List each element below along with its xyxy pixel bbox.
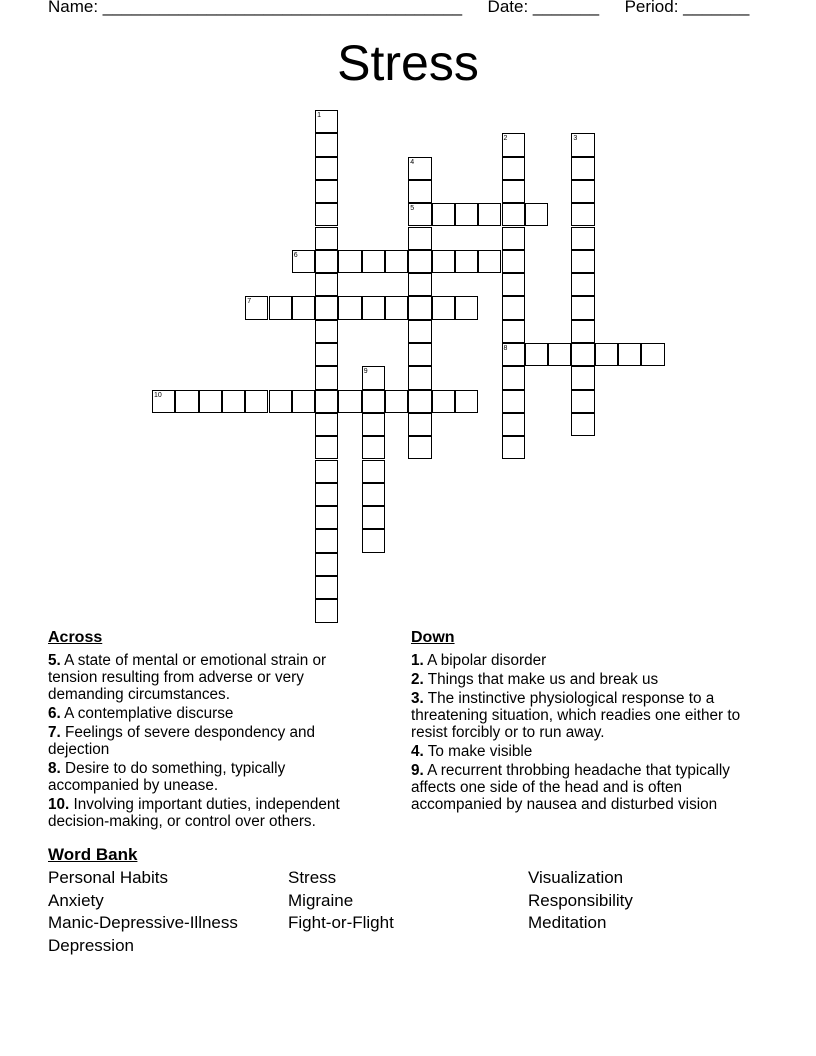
clue-text: A bipolar disorder	[423, 652, 547, 669]
crossword-cell[interactable]	[502, 133, 525, 156]
crossword-cell[interactable]	[455, 250, 478, 273]
down-clue	[411, 743, 756, 760]
crossword-cell[interactable]	[502, 180, 525, 203]
crossword-cell[interactable]	[152, 390, 175, 413]
crossword-cell[interactable]	[315, 553, 338, 576]
crossword-cell[interactable]	[338, 296, 361, 319]
crossword-cell[interactable]	[408, 203, 431, 226]
crossword-cell[interactable]	[618, 343, 641, 366]
word-bank-item: Visualization	[528, 868, 624, 887]
crossword-cell[interactable]	[315, 250, 338, 273]
down-clue	[411, 671, 756, 688]
crossword-cell[interactable]	[362, 529, 385, 552]
crossword-cell[interactable]	[641, 343, 664, 366]
word-bank-item: Responsibility	[528, 891, 633, 910]
clue-text: Feelings of severe despondency and dejection	[48, 724, 316, 758]
clue-number: 5	[410, 205, 415, 213]
clue-text: A state of mental or emotional strain or tension resulting from adverse or very demanding circumstances.	[48, 652, 327, 703]
crossword-cell[interactable]	[571, 413, 594, 436]
crossword-cell[interactable]	[502, 413, 525, 436]
crossword-cell[interactable]	[571, 203, 594, 226]
crossword-cell[interactable]	[502, 296, 525, 319]
crossword-cell[interactable]	[315, 110, 338, 133]
crossword-cell[interactable]	[338, 250, 361, 273]
crossword-cell[interactable]	[362, 506, 385, 529]
crossword-cell[interactable]	[408, 343, 431, 366]
crossword-cell[interactable]	[455, 296, 478, 319]
crossword-cell[interactable]	[362, 436, 385, 459]
word-bank-heading: Word Bank	[48, 845, 138, 864]
crossword-cell[interactable]	[315, 436, 338, 459]
crossword-cell[interactable]	[571, 133, 594, 156]
clue-number-label: 7.	[48, 724, 61, 741]
page-title: Stress	[337, 35, 479, 91]
crossword-cell[interactable]	[245, 390, 268, 413]
down-clue	[411, 690, 756, 741]
down-clue	[411, 652, 756, 669]
clue-text: A recurrent throbbing headache that typically affects one side of the head and is often accompanied by nausea and disturbed vision	[411, 762, 730, 813]
crossword-cell[interactable]	[408, 180, 431, 203]
crossword-cell[interactable]	[478, 250, 501, 273]
across-clue	[48, 796, 378, 830]
crossword-cell[interactable]	[408, 273, 431, 296]
crossword-cell[interactable]	[315, 273, 338, 296]
down-clue-list	[411, 652, 756, 815]
crossword-cell[interactable]	[408, 436, 431, 459]
clue-text: Desire to do something, typically accompanied by unease.	[48, 760, 286, 794]
crossword-cell[interactable]	[362, 366, 385, 389]
across-clue	[48, 760, 378, 794]
crossword-cell[interactable]	[571, 343, 594, 366]
crossword-cell[interactable]	[362, 250, 385, 273]
crossword-cell[interactable]	[432, 250, 455, 273]
clue-number-label: 8.	[48, 760, 61, 777]
crossword-cell[interactable]	[502, 203, 525, 226]
name-field[interactable]: Name: ______________________________________	[48, 0, 463, 16]
across-heading: Across	[48, 629, 103, 646]
clue-number: 4	[410, 158, 415, 166]
crossword-cell[interactable]	[455, 203, 478, 226]
crossword-cell[interactable]	[571, 320, 594, 343]
word-bank-item: Personal Habits	[48, 868, 169, 887]
crossword-cell[interactable]	[408, 413, 431, 436]
clue-number-label: 9.	[411, 762, 424, 779]
crossword-cell[interactable]	[502, 250, 525, 273]
across-clue-list	[48, 652, 378, 832]
crossword-cell[interactable]	[292, 390, 315, 413]
crossword-cell[interactable]	[315, 390, 338, 413]
crossword-cell[interactable]	[408, 250, 431, 273]
crossword-cell[interactable]	[571, 157, 594, 180]
clue-number: 1	[317, 112, 321, 119]
crossword-cell[interactable]	[315, 366, 338, 389]
crossword-cell[interactable]	[502, 343, 525, 366]
crossword-cell[interactable]	[571, 250, 594, 273]
crossword-cell[interactable]	[315, 203, 338, 226]
crossword-cell[interactable]	[315, 133, 338, 156]
clue-text: To make visible	[423, 743, 533, 760]
crossword-cell[interactable]	[408, 296, 431, 319]
crossword-cell[interactable]	[315, 483, 338, 506]
crossword-cell[interactable]	[571, 180, 594, 203]
word-bank-item: Fight-or-Flight	[288, 913, 394, 932]
down-heading: Down	[411, 629, 455, 646]
crossword-cell[interactable]	[385, 390, 408, 413]
clue-text: A contemplative discurse	[60, 705, 234, 722]
crossword-cell[interactable]	[338, 390, 361, 413]
crossword-cell[interactable]	[408, 390, 431, 413]
clue-text: The instinctive physiological response to a threatening situation, which readies one either to resist forcibly or to run away.	[411, 690, 741, 741]
crossword-cell[interactable]	[432, 390, 455, 413]
clue-number: 9	[363, 368, 368, 376]
word-bank-item: Stress	[288, 868, 337, 887]
crossword-cell[interactable]	[315, 157, 338, 180]
across-clue	[48, 705, 378, 722]
clue-number: 3	[573, 135, 578, 143]
crossword-cell[interactable]	[292, 250, 315, 273]
word-bank-item: Migraine	[288, 891, 354, 910]
clue-number-label: 5.	[48, 652, 61, 669]
crossword-cell[interactable]	[315, 529, 338, 552]
crossword-cell[interactable]	[408, 366, 431, 389]
crossword-cell[interactable]	[315, 506, 338, 529]
crossword-cell[interactable]	[315, 576, 338, 599]
crossword-cell[interactable]	[362, 483, 385, 506]
crossword-cell[interactable]	[408, 157, 431, 180]
clue-number: 6	[293, 251, 298, 259]
crossword-cell[interactable]	[502, 227, 525, 250]
crossword-cell[interactable]	[269, 390, 292, 413]
crossword-cell[interactable]	[502, 366, 525, 389]
clue-number-label: 3.	[411, 690, 424, 707]
clue-number-label: 10.	[48, 796, 70, 813]
crossword-cell[interactable]	[385, 250, 408, 273]
crossword-cell[interactable]	[362, 390, 385, 413]
crossword-cell[interactable]	[315, 227, 338, 250]
date-field[interactable]: Date: _______	[487, 0, 600, 16]
crossword-cell[interactable]	[315, 180, 338, 203]
word-bank-item: Manic-Depressive-Illness	[48, 913, 238, 932]
crossword-cell[interactable]	[525, 343, 548, 366]
crossword-cell[interactable]	[315, 460, 338, 483]
crossword-cell[interactable]	[595, 343, 618, 366]
crossword-cell[interactable]	[408, 320, 431, 343]
crossword-cell[interactable]	[502, 320, 525, 343]
crossword-cell[interactable]	[478, 203, 501, 226]
clue-number: 2	[503, 135, 508, 143]
crossword-cell[interactable]	[222, 390, 245, 413]
crossword-cell[interactable]	[315, 599, 338, 622]
crossword-cell[interactable]	[502, 157, 525, 180]
crossword-cell[interactable]	[292, 296, 315, 319]
crossword-cell[interactable]	[432, 296, 455, 319]
period-field[interactable]: Period: _______	[624, 0, 750, 16]
clue-text: Things that make us and break us	[423, 671, 659, 688]
down-clue	[411, 762, 756, 813]
crossword-cell[interactable]	[548, 343, 571, 366]
crossword-cell[interactable]	[502, 273, 525, 296]
crossword-cell[interactable]	[315, 320, 338, 343]
crossword-cell[interactable]	[432, 203, 455, 226]
clue-number-label: 2.	[411, 671, 424, 688]
crossword-cell[interactable]	[455, 390, 478, 413]
crossword-cell[interactable]	[502, 390, 525, 413]
across-clue	[48, 724, 378, 758]
crossword-cell[interactable]	[362, 413, 385, 436]
crossword-cell[interactable]	[571, 296, 594, 319]
crossword-cell[interactable]	[571, 273, 594, 296]
word-bank-item: Depression	[48, 936, 134, 955]
crossword-cell[interactable]	[408, 227, 431, 250]
crossword-cell[interactable]	[525, 203, 548, 226]
word-bank-item: Meditation	[528, 913, 607, 932]
crossword-cell[interactable]	[502, 436, 525, 459]
crossword-cell[interactable]	[269, 296, 292, 319]
clue-number: 10	[154, 391, 162, 399]
crossword-cell[interactable]	[571, 390, 594, 413]
crossword-cell[interactable]	[315, 413, 338, 436]
clue-number: 7	[247, 298, 252, 306]
clue-number-label: 1.	[411, 652, 424, 669]
clue-text: Involving important duties, independent decision-making, or control over others.	[48, 796, 340, 830]
crossword-cell[interactable]	[385, 296, 408, 319]
crossword-cell[interactable]	[571, 366, 594, 389]
clue-number-label: 6.	[48, 705, 61, 722]
across-clue	[48, 652, 378, 703]
clue-number: 8	[503, 345, 508, 352]
clue-number-label: 4.	[411, 743, 424, 760]
crossword-cell[interactable]	[199, 390, 222, 413]
crossword-cell[interactable]	[315, 343, 338, 366]
crossword-cell[interactable]	[362, 460, 385, 483]
crossword-cell[interactable]	[362, 296, 385, 319]
crossword-cell[interactable]	[315, 296, 338, 319]
crossword-cell[interactable]	[571, 227, 594, 250]
crossword-cell[interactable]	[175, 390, 198, 413]
word-bank-item: Anxiety	[48, 891, 104, 910]
crossword-cell[interactable]	[245, 296, 268, 319]
